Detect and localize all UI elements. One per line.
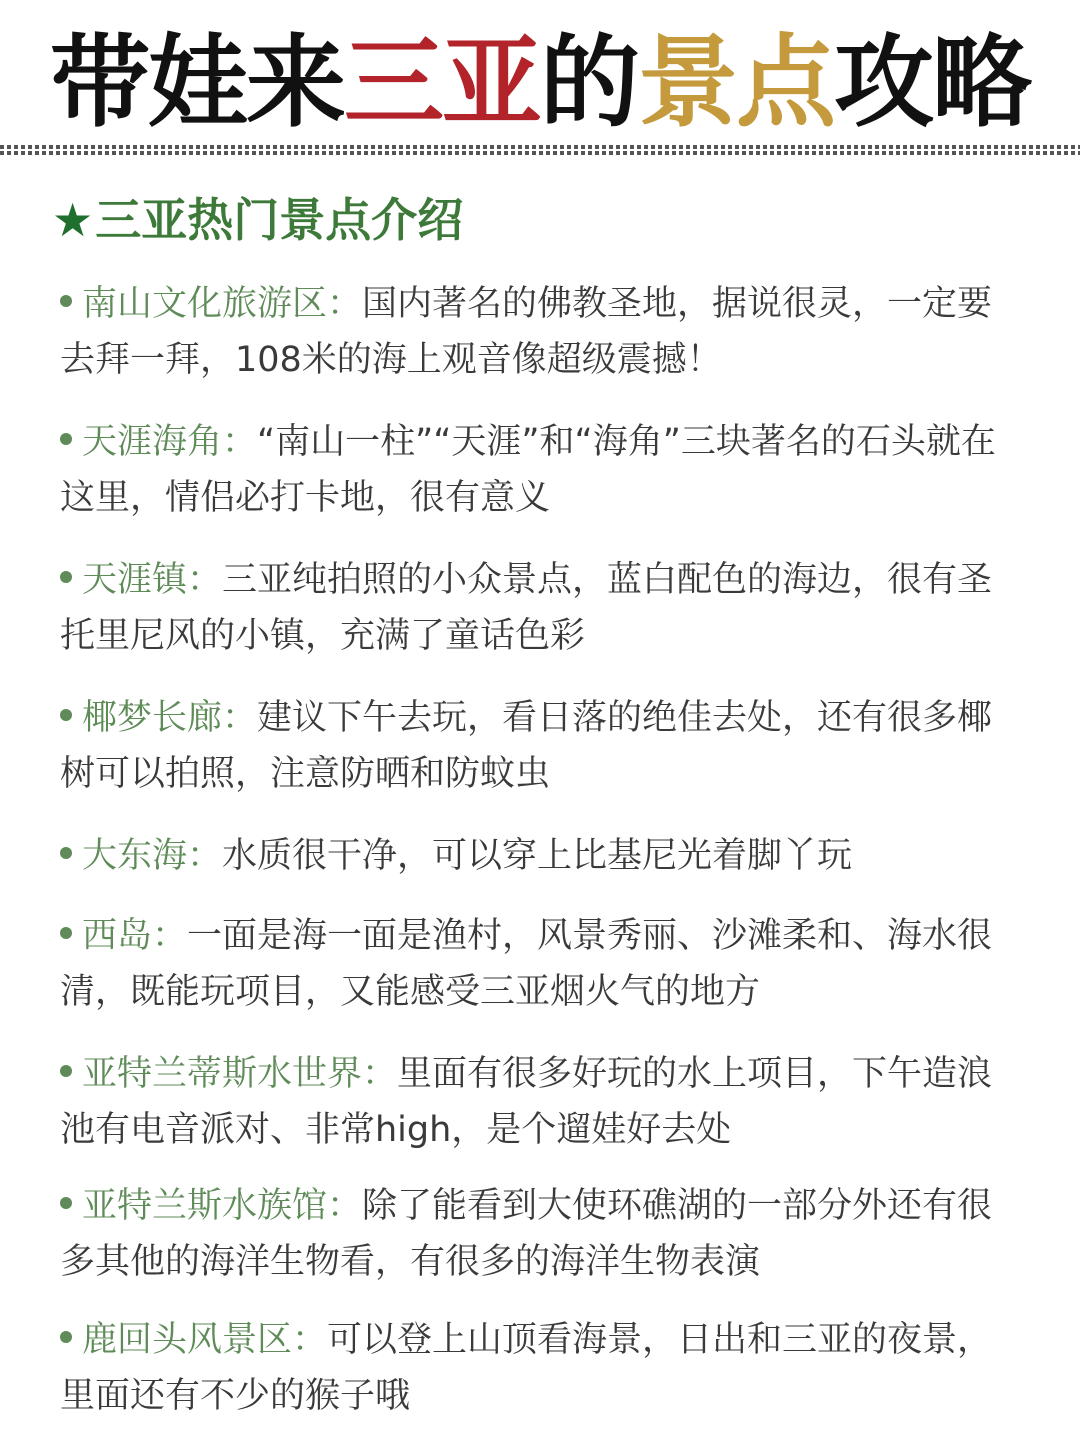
attraction-name: 鹿回头风景区: [82, 1320, 293, 1360]
star-icon: ★: [52, 193, 94, 247]
list-item: [60, 1046, 1020, 1158]
title-part-1: 带娃来: [50, 23, 344, 141]
colon: ：: [327, 284, 363, 324]
list-item: [60, 414, 1020, 526]
list-item: [60, 828, 1020, 884]
bullet-icon: [60, 927, 72, 939]
attraction-name: 南山文化旅游区: [82, 284, 328, 324]
section-heading: [52, 188, 463, 252]
title-part-5: 攻略: [834, 23, 1030, 141]
bullet-icon: [60, 433, 72, 445]
bullet-icon: [60, 709, 72, 721]
attraction-name: 天涯镇: [82, 560, 188, 600]
attraction-name: 天涯海角: [82, 422, 223, 462]
title-part-3: 的: [540, 23, 638, 141]
attraction-description: 可以登上山顶看海景，日出和三亚的夜景，里面还有不少的猴子哦: [60, 1320, 993, 1416]
attraction-name: 亚特兰斯水族馆: [82, 1186, 328, 1226]
list-item: [60, 1312, 1020, 1424]
attraction-name: 椰梦长廊: [82, 698, 223, 738]
attraction-description: 水质很干净，可以穿上比基尼光着脚丫玩: [222, 836, 853, 876]
colon: ：: [187, 560, 223, 600]
colon: ：: [362, 1054, 398, 1094]
colon: ：: [187, 836, 223, 876]
bullet-icon: [60, 1197, 72, 1209]
list-item: [60, 276, 1020, 388]
attraction-name: 大东海: [82, 836, 188, 876]
bullet-icon: [60, 571, 72, 583]
bullet-icon: [60, 847, 72, 859]
colon: ：: [327, 1186, 363, 1226]
bullet-icon: [60, 1331, 72, 1343]
title-divider: [0, 143, 1080, 157]
colon: ：: [292, 1320, 328, 1360]
bullet-icon: [60, 295, 72, 307]
attraction-name: 西岛: [82, 916, 153, 956]
title-part-4: 景点: [638, 23, 834, 141]
list-item: [60, 690, 1020, 802]
colon: ：: [222, 422, 258, 462]
divider-line-bottom: [0, 151, 1080, 155]
colon: ：: [152, 916, 188, 956]
attraction-description: 除了能看到大使环礁湖的一部分外还有很多其他的海洋生物看，有很多的海洋生物表演: [60, 1186, 993, 1282]
attraction-description: 里面有很多好玩的水上项目，下午造浪池有电音派对、非常high，是个遛娃好去处: [60, 1054, 993, 1150]
attraction-name: 亚特兰蒂斯水世界: [82, 1054, 363, 1094]
page-title: [0, 18, 1080, 146]
attraction-description: 三亚纯拍照的小众景点，蓝白配色的海边，很有圣托里尼风的小镇，充满了童话色彩: [60, 560, 993, 656]
attraction-description: 一面是海一面是渔村，风景秀丽、沙滩柔和、海水很清，既能玩项目，又能感受三亚烟火气的地方: [60, 916, 993, 1012]
attraction-description: 国内著名的佛教圣地，据说很灵，一定要去拜一拜，108米的海上观音像超级震撼！: [60, 284, 993, 380]
title-part-2: 三亚: [344, 23, 540, 141]
bullet-icon: [60, 1065, 72, 1077]
attraction-description: 建议下午去玩，看日落的绝佳去处，还有很多椰树可以拍照，注意防晒和防蚊虫: [60, 698, 993, 794]
divider-line-top: [0, 145, 1080, 149]
list-item: [60, 552, 1020, 664]
list-item: [60, 1178, 1020, 1290]
list-item: [60, 908, 1020, 1020]
attraction-description: “南山一柱”“天涯”和“海角”三块著名的石头就在这里，情侣必打卡地，很有意义: [60, 422, 996, 518]
section-heading-text: 三亚热门景点介绍: [95, 193, 464, 247]
colon: ：: [222, 698, 258, 738]
